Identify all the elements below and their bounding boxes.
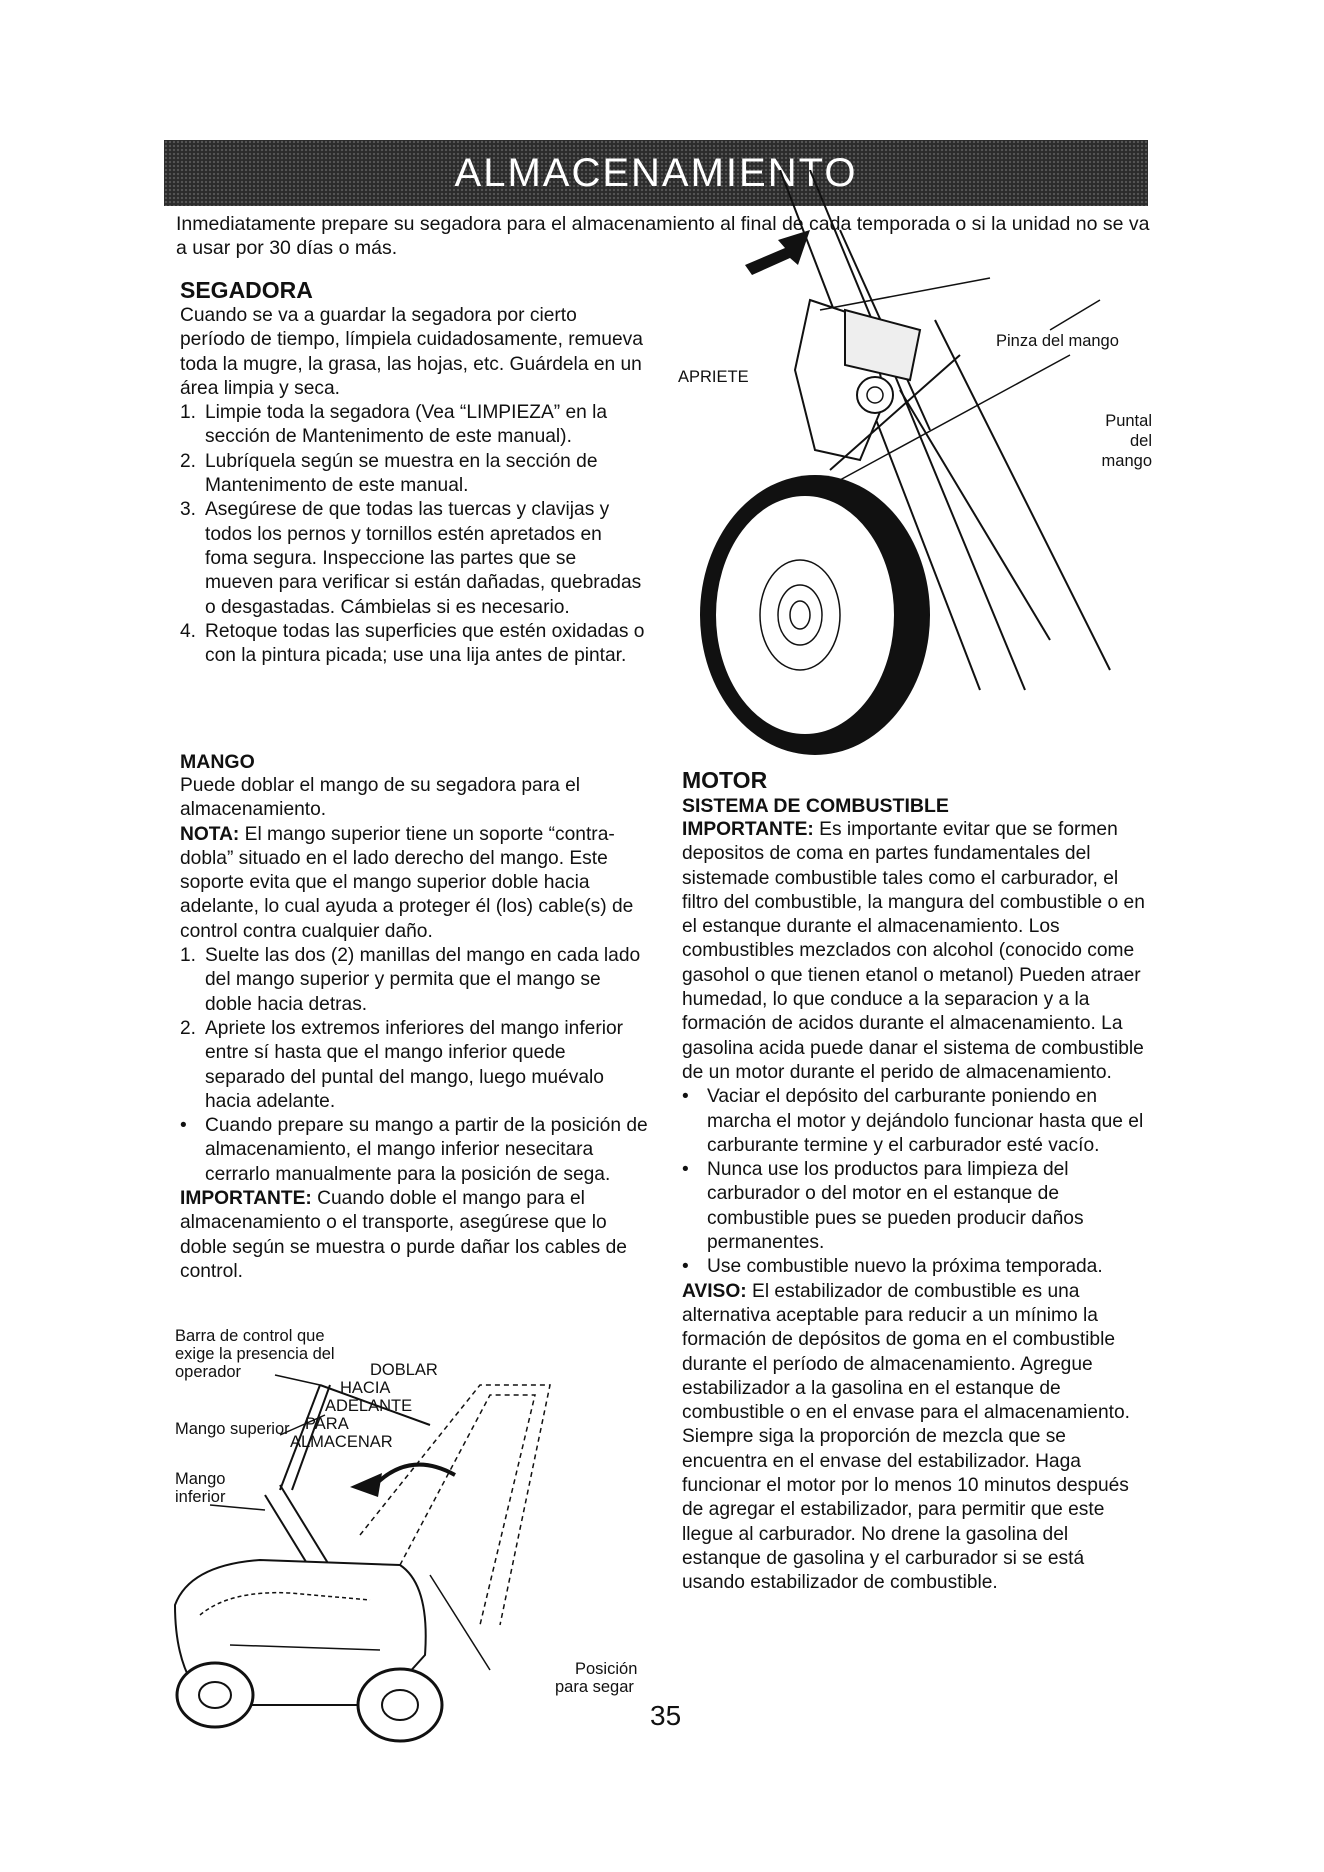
list-item: • Vaciar el depósito del carburante poniendo en marcha el motor y dejándolo funcionar hasta que el carburante termine y el carburador esté vacío. [682, 1086, 1144, 1156]
mango-note: NOTA: El mango superior tiene un soporte “contra-dobla” situado en el lado derecho del mango. Este soporte evita que el mango superior doble hacia adelante, lo cual ayuda a proteger él (los) cable(s) de control contra cualquier daño. [180, 823, 634, 942]
fold-label-3: ADELANTE [325, 1397, 413, 1415]
mow-position-label-2: para segar [555, 1678, 634, 1696]
intro-paragraph: Inmediatamente prepare su segadora para el almacenamiento al final de cada temporada o si la unidad no se va a usar por 30 días o más. [176, 213, 1150, 259]
handle-strut-label-3: mango [1101, 452, 1152, 470]
motor-bullets [682, 1085, 1152, 1279]
mango-section [180, 750, 650, 1284]
list-item: • Cuando prepare su mango a partir de la posición de almacenamiento, el mango inferior nesecitara cerrarlo manualmente para la posición de sega. [180, 1115, 648, 1185]
handle-clip-illustration [670, 170, 1160, 770]
handle-clip-figure [670, 170, 1160, 770]
mango-steps [180, 944, 650, 1187]
squeeze-label: APRIETE [678, 368, 749, 386]
list-item: • Nunca use los productos para limpieza del carburador o del motor en el estanque de combustible pues se pueden producir daños permanentes. [682, 1159, 1084, 1254]
segadora-section [180, 276, 646, 668]
list-item: 4. Retoque todas las superficies que estén oxidadas o con la pintura picada; use una lija antes de pintar. [180, 620, 645, 667]
segadora-heading: SEGADORA [180, 277, 313, 303]
page-number: 35 [650, 1700, 682, 1731]
handle-strut-label-1: Puntal [1105, 412, 1152, 430]
segadora-steps [180, 401, 646, 668]
motor-heading: MOTOR [682, 767, 768, 793]
list-item: 3. Asegúrese de que todas las tuercas y clavijas y todos los pernos y tornillos estén apretados en foma segura. Inspeccione las partes que se mueven para verificar si están dañadas, quebradas o desgastadas. Cámbielas si es necesario. [180, 499, 642, 618]
list-item: 2. Lubríquela según se muestra en la sección de Mantenimento de este manual. [180, 450, 598, 497]
list-item: 2. Apriete los extremos inferiores del mango inferior entre sí hasta que el mango inferior quede separado del puntal del mango, luego muévalo hacia adelante. [180, 1017, 624, 1112]
control-bar-label-1: Barra de control que [175, 1327, 325, 1345]
handle-clip-label: Pinza del mango [996, 332, 1119, 350]
control-bar-label-3: operador [175, 1363, 242, 1381]
fold-label-5: ALMACENAR [290, 1433, 393, 1451]
handle-strut-label-2: del [1129, 432, 1152, 450]
list-item: • Use combustible nuevo la próxima temporada. [682, 1256, 1103, 1278]
list-item: 1. Limpie toda la segadora (Vea “LIMPIEZA” en la sección de Mantenimento de este manual). [180, 402, 608, 448]
section-title: ALMACENAMIENTO [454, 150, 858, 195]
mango-paragraph: Puede doblar el mango de su segadora para el almacenamiento. [180, 775, 581, 821]
lower-handle-label-1: Mango [175, 1470, 226, 1488]
control-bar-label-2: exige la presencia del [175, 1345, 335, 1363]
fold-label-2: HACIA [340, 1379, 391, 1397]
mango-important: IMPORTANTE: Cuando doble el mango para el almacenamiento o el transporte, asegúrese que lo doble según se muestra o purde dañar los cables de control. [180, 1188, 627, 1282]
fold-label-4: PARA [305, 1415, 349, 1433]
motor-notice: AVISO: El estabilizador de combustible es una alternativa aceptable para reducir a un mínimo la formación de depósitos de goma en el combustible durante el período de almacenamiento. Agregue estabilizador a la gasolina en el estanque de combustible o en el envase para el almacenamiento. Siempre siga la proporción de mezcla que se encuentra en el envase del estabilizador. Haga funcionar el motor por lo menos 10 minutos después de agregar el estabilizador, para permitir que este llegue al carburador. No drene la gasolina del estanque de gasolina y el carburador si se está usando estabilizador de combustible. [682, 1280, 1130, 1594]
upper-handle-label: Mango superior [175, 1420, 290, 1438]
segadora-paragraph: Cuando se va a guardar la segadora por cierto período de tiempo, límpiela cuidadosamente, remueva toda la mugre, la grasa, las hojas, etc. Guárdela en un área limpia y seca. [180, 305, 643, 399]
mower-fold-figure [170, 1325, 660, 1745]
motor-section [682, 766, 1152, 1596]
list-item: 1. Suelte las dos (2) manillas del mango en cada lado del mango superior y permita que el mango se doble hacia detras. [180, 945, 641, 1015]
fold-label-1: DOBLAR [370, 1361, 438, 1379]
fuel-system-heading: SISTEMA DE COMBUSTIBLE [682, 795, 949, 817]
lower-handle-label-2: inferior [175, 1488, 226, 1506]
mango-heading: MANGO [180, 751, 255, 773]
mow-position-label-1: Posición [575, 1660, 638, 1678]
motor-important: IMPORTANTE: Es importante evitar que se formen depositos de coma en partes fundamentales del sistemade combustible tales como el carburador, el filtro del combustible, la mangura del combustible o en el estanque durante el almacenamiento. Los combustibles mezclados con alcohol (conocido come gasohol o que tienen etanol o metanol) Pueden atraer humedad, lo que conduce a la separacion y a la formación de acidos durante el almacenamiento. La gasolina acida puede danar el sistema de combustible de un motor durante el perido de almacenamiento. [682, 819, 1145, 1083]
